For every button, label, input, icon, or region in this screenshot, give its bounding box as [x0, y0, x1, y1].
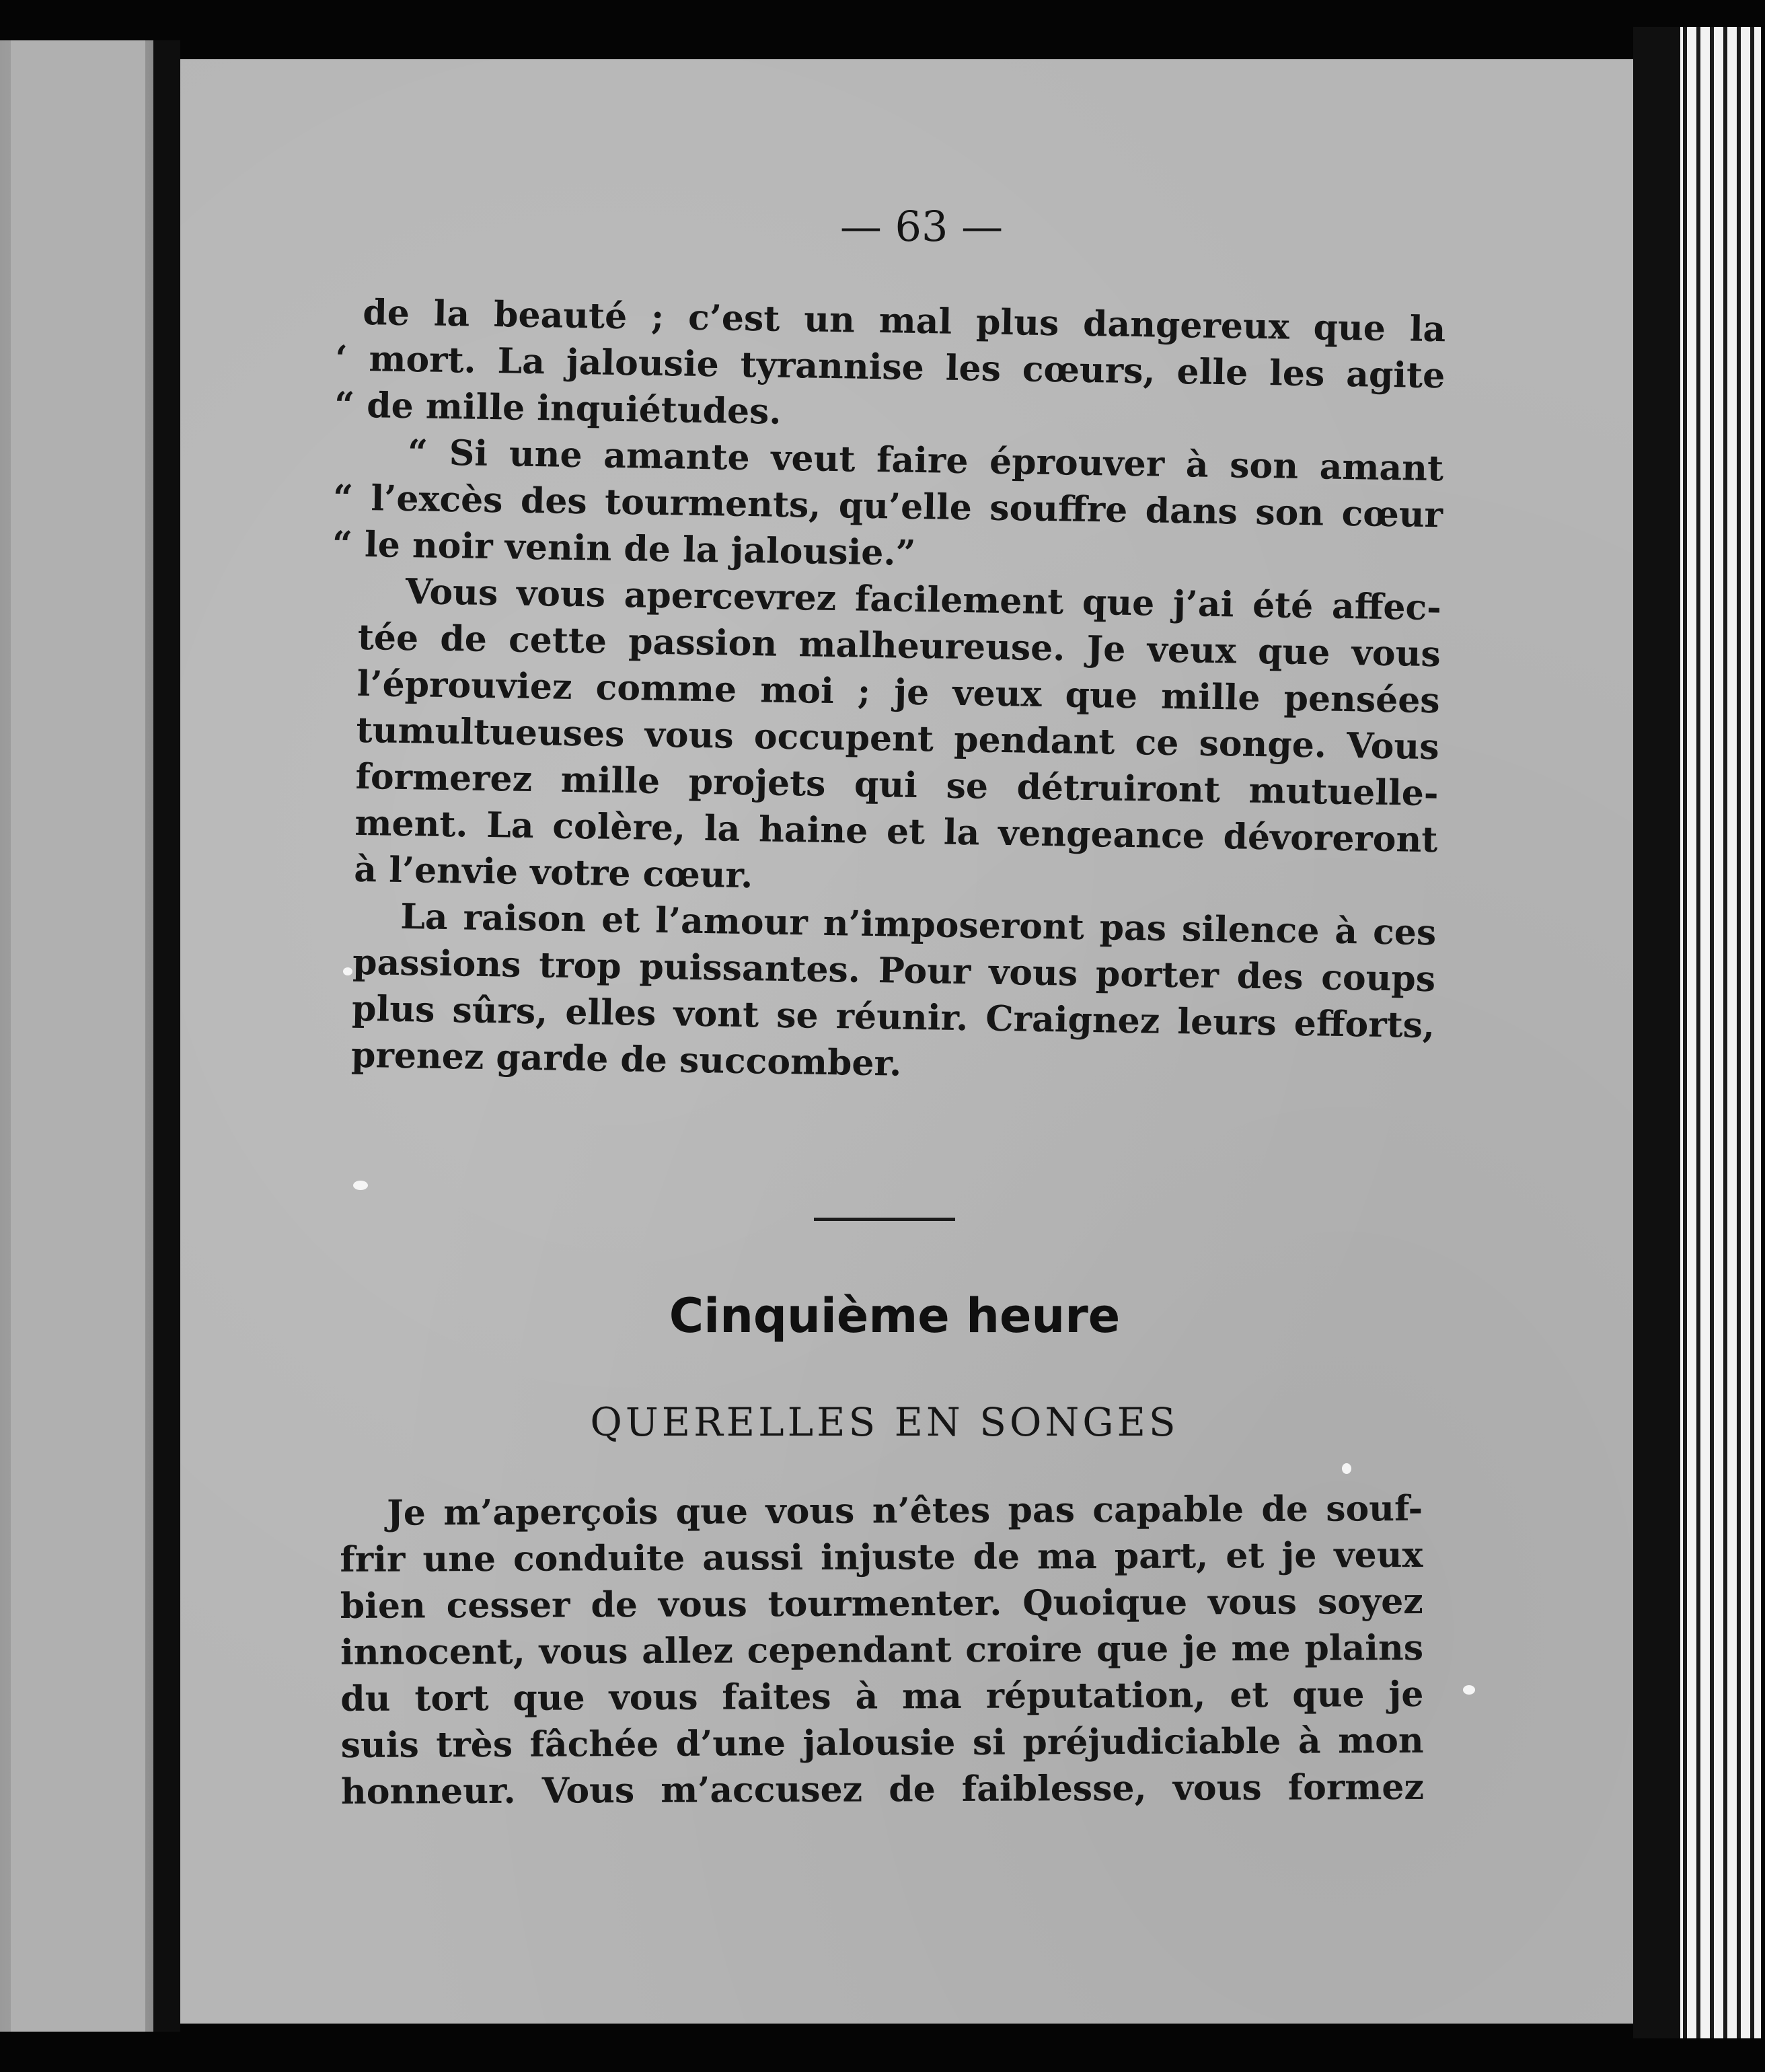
text-line: formerez mille projets qui se détruiront mutuelle-	[355, 755, 1439, 815]
previous-page-paper	[11, 40, 145, 2032]
book-gutter	[153, 40, 180, 2032]
text-line: La raison et l’amour n’imposeront pas silence à ces	[400, 895, 1437, 954]
text-line: passions trop puissantes. Pour vous porter des coups	[352, 941, 1436, 1000]
page-number: — 63 —	[839, 202, 1004, 251]
text-line: tée de cette passion malheureuse. Je veux que vous	[357, 616, 1441, 675]
text-line: plus sûrs, elles vont se réunir. Craignez leurs efforts,	[351, 988, 1435, 1047]
text-line: “ le noir venin de la jalousie.”	[332, 523, 916, 574]
text-line: honneur. Vous m’accusez de faiblesse, vous formez	[340, 1766, 1425, 1812]
text-line: bien cesser de vous tourmenter. Quoique vous soyez	[340, 1580, 1423, 1627]
body-text-top	[332, 289, 1446, 1095]
text-line: l’éprouviez comme moi ; je veux que mille pensées	[356, 663, 1441, 722]
scan-speck	[1463, 1685, 1475, 1695]
section-heading: Cinquième heure	[669, 1288, 1121, 1343]
scan-speck	[353, 1181, 368, 1190]
text-line: “ Si une amante veut faire éprouver à son amant	[407, 432, 1444, 490]
text-line: prenez garde de succomber.	[350, 1034, 902, 1084]
text-line: Je m’aperçois que vous n’êtes pas capable de souf-	[387, 1487, 1423, 1534]
text-line: ‘ mort. La jalousie tyrannise les cœurs, elle les agite	[334, 338, 1445, 397]
text-line: “ l’excès des tourments, qu’elle souffre dans son cœur	[332, 477, 1443, 536]
text-line: ment. La colère, la haine et la vengeance dévoreront	[354, 802, 1438, 861]
text-line: “ de mille inquiétudes.	[334, 384, 782, 433]
scan-speck	[1342, 1463, 1351, 1474]
scan-speck	[343, 967, 352, 975]
previous-page-edge	[0, 40, 153, 2032]
section-divider	[814, 1218, 955, 1221]
body-text-bottom	[340, 1485, 1424, 1815]
text-line: Vous vous apercevrez facilement que j’ai été affec-	[405, 571, 1442, 629]
text-line: à l’envie votre cœur.	[353, 848, 753, 897]
text-line: tumultueuses vous occupent pendant ce songe. Vous	[356, 709, 1439, 768]
text-line: frir une conduite aussi injuste de ma part, et je veux	[340, 1534, 1423, 1580]
section-subheading: QUERELLES EN SONGES	[590, 1399, 1179, 1445]
page-edges-shadow	[1633, 27, 1680, 2038]
text-line: de la beauté ; c’est un mal plus dangereux que la	[362, 291, 1446, 350]
text-line: suis très fâchée d’une jalousie si préjudiciable à mon	[340, 1719, 1424, 1766]
text-line: du tort que vous faites à ma réputation, et que je	[340, 1673, 1424, 1719]
text-line: innocent, vous allez cependant croire que je me plains	[340, 1627, 1424, 1673]
